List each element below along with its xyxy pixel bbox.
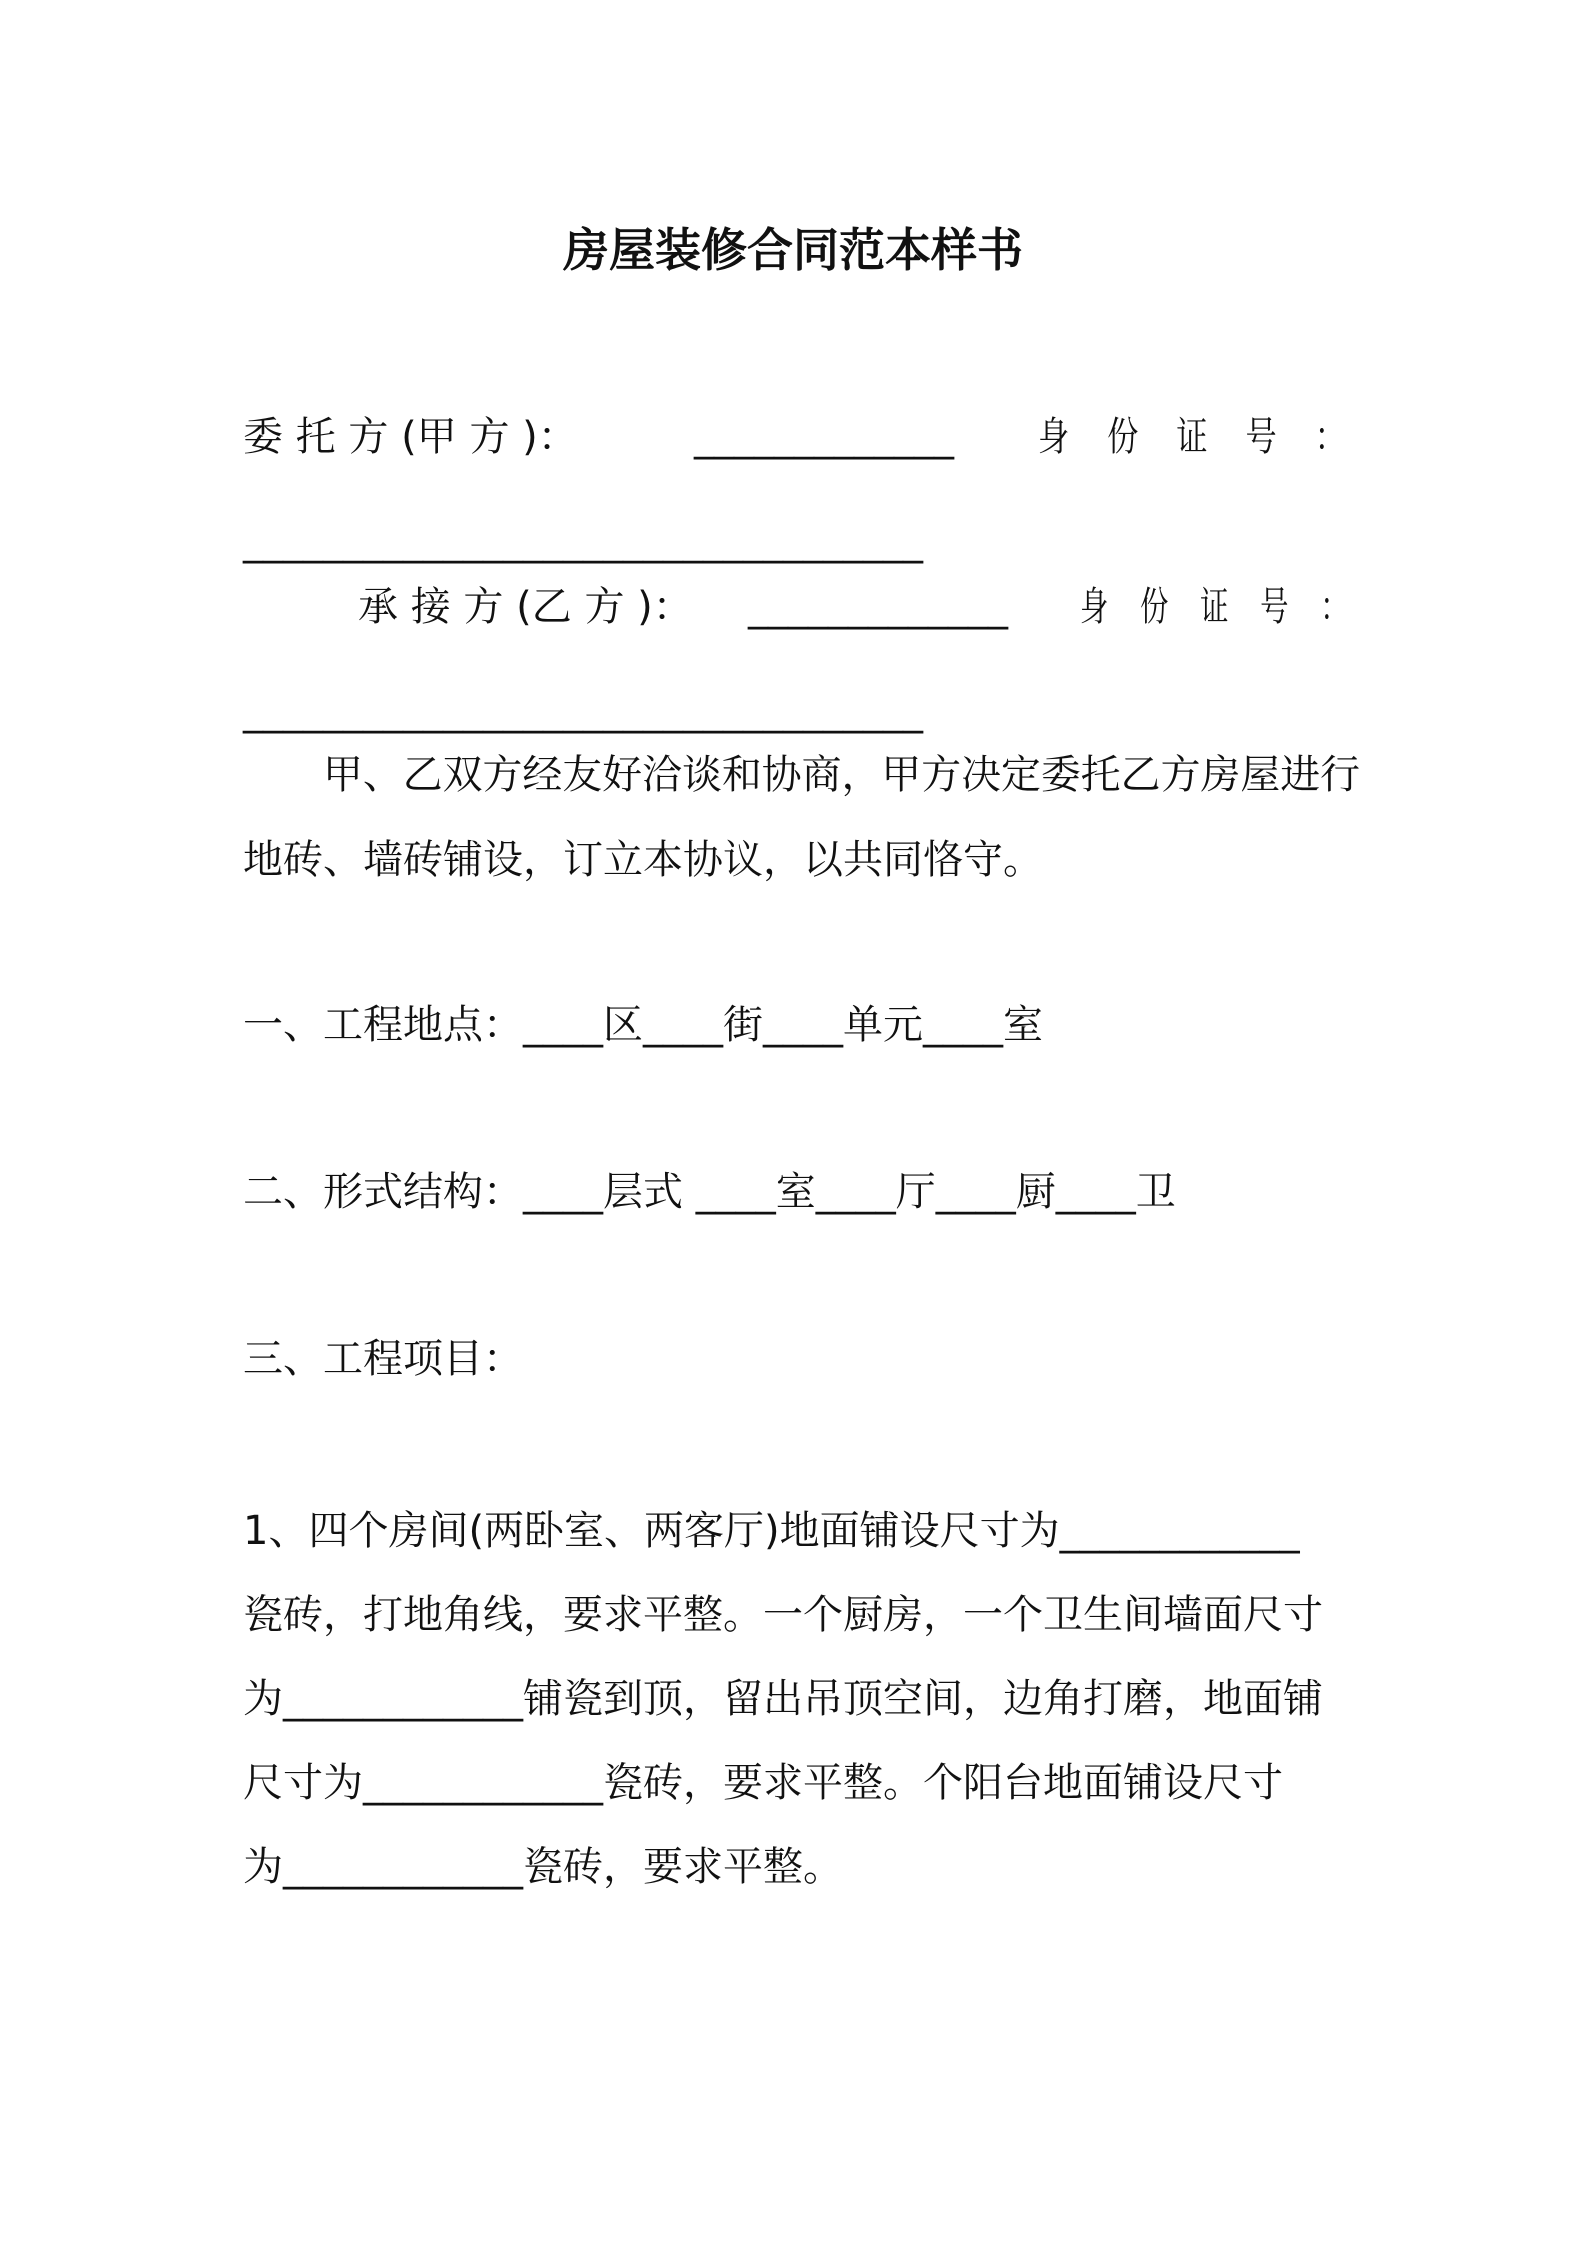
section-3-heading: 三、工程项目： (243, 1336, 523, 1382)
intro-line-2: 地砖、墙砖铺设，订立本协议，以共同恪守。 (243, 837, 1043, 883)
intro-line-1: 甲、乙双方经友好洽谈和协商，甲方决定委托乙方房屋进行 (323, 752, 1360, 798)
section-1-location: 一、工程地点：____区____街____单元____室 (243, 1002, 1043, 1048)
party-b-id-label: 身 份 证 号 ： (1080, 584, 1360, 630)
document-title: 房屋装修合同范本样书 (563, 223, 1023, 277)
item-1-line-1: 1、四个房间(两卧室、两客厅)地面铺设尺寸为____________ (243, 1508, 1300, 1554)
item-1-line-4: 尺寸为____________瓷砖，要求平整。个阳台地面铺设尺寸 (243, 1760, 1283, 1806)
party-a-name-blank: _____________ (694, 414, 954, 460)
party-a-id-blank: __________________________________ (243, 518, 923, 564)
item-1-line-2: 瓷砖，打地角线，要求平整。一个厨房，一个卫生间墙面尺寸 (243, 1592, 1323, 1638)
party-b-name-blank: _____________ (748, 584, 1008, 630)
item-1-line-5: 为____________瓷砖，要求平整。 (243, 1844, 843, 1890)
party-a-label: 委 托 方 (甲 方 )： (243, 414, 578, 460)
section-2-structure: 二、形式结构：____层式 ____室____厅____厨____卫 (243, 1169, 1176, 1215)
party-b-label: 承 接 方 (乙 方 )： (358, 584, 693, 630)
party-a-id-label: 身 份 证 号 ： (1038, 414, 1360, 460)
party-b-id-blank: __________________________________ (243, 688, 923, 734)
item-1-line-3: 为____________铺瓷到顶，留出吊顶空间，边角打磨，地面铺 (243, 1676, 1323, 1722)
